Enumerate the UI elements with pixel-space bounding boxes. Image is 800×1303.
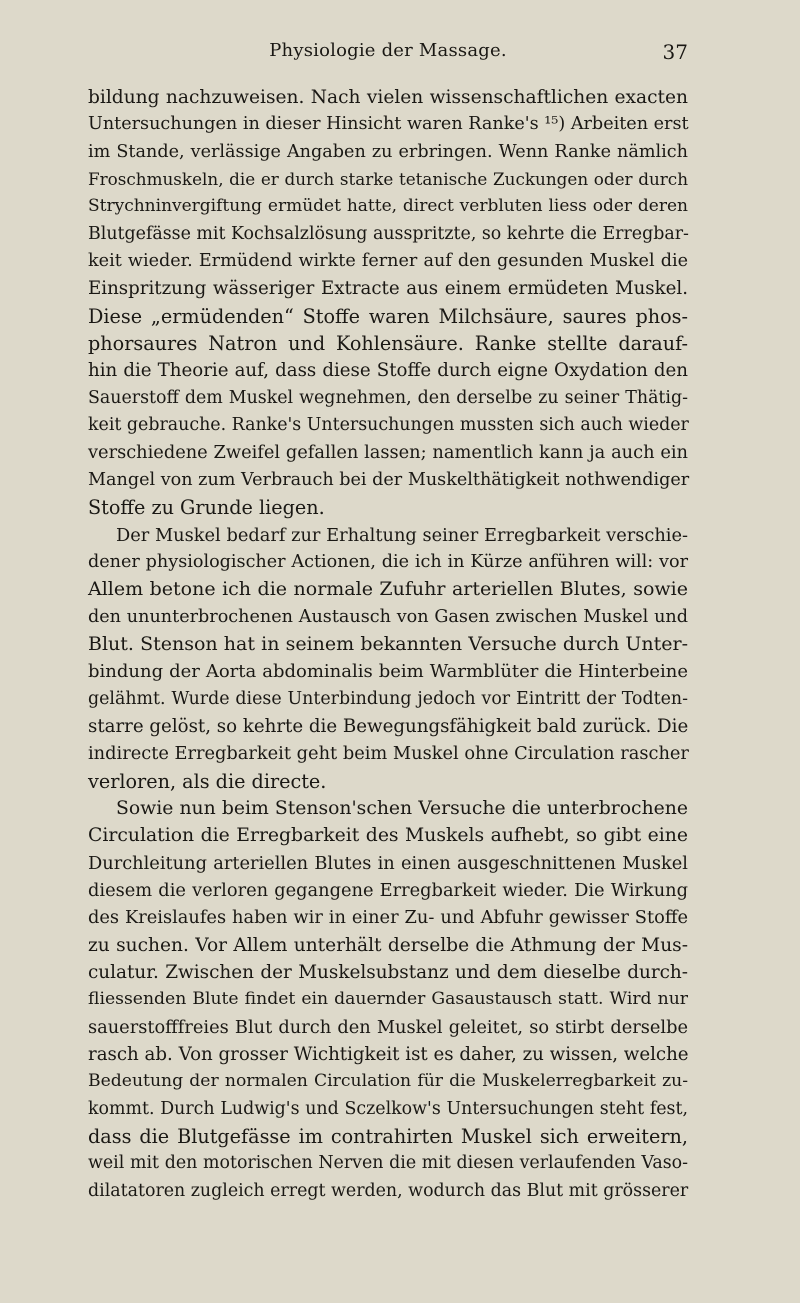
text-line: verloren, als die directe. — [88, 769, 327, 793]
paragraph-start: Der Muskel bedarf zur Erhaltung seiner Erregbarkeit verschie- — [116, 524, 688, 546]
page-number: 37 — [662, 40, 688, 64]
text-line: zu suchen. Vor Allem unterhält derselbe die Athmung der Mus- — [88, 934, 688, 956]
text-line: Sauerstoff dem Muskel wegnehmen, den derselbe zu seiner Thätig- — [88, 387, 688, 408]
text-line: Blutgefässe mit Kochsalzlösung ausspritzte, so kehrte die Erregbar- — [88, 223, 689, 244]
text-line: Durchleitung arteriellen Blutes in einen ausgeschnittenen Muskel — [88, 852, 688, 874]
text-line: keit gebrauche. Ranke's Untersuchungen mussten sich auch wieder — [88, 415, 689, 436]
text-line: keit wieder. Ermüdend wirkte ferner auf den gesunden Muskel die — [88, 251, 688, 272]
text-line: des Kreislaufes haben wir in einer Zu- und Abfuhr gewisser Stoffe — [88, 907, 688, 929]
text-line: Allem betone ich die normale Zufuhr arteriellen Blutes, sowie — [88, 578, 688, 601]
paragraph-start: Sowie nun beim Stenson'schen Versuche die unterbrochene — [116, 797, 688, 819]
text-line: Blut. Stenson hat in seinem bekannten Versuche durch Unter- — [88, 632, 688, 655]
text-line: Untersuchungen in dieser Hinsicht waren Ranke's ¹⁵) Arbeiten erst — [88, 114, 689, 135]
text-line: Circulation die Erregbarkeit des Muskels aufhebt, so gibt eine — [88, 825, 688, 847]
text-line: bildung nachzuweisen. Nach vielen wissenschaftlichen exacten — [88, 87, 688, 108]
text-line: Diese „ermüdenden“ Stoffe waren Milchsäure, saures phos- — [88, 304, 688, 328]
text-line: Mangel von zum Verbrauch bei der Muskelthätigkeit nothwendiger — [88, 469, 690, 490]
text-line: hin die Theorie auf, dass diese Stoffe durch eigne Oxydation den — [88, 360, 688, 382]
text-line: diesem die verloren gegangene Erregbarkeit wieder. Die Wirkung — [88, 879, 688, 901]
text-line: bindung der Aorta abdominalis beim Warmblüter die Hinterbeine — [88, 661, 688, 683]
text-line: Einspritzung wässeriger Extracte aus einem ermüdeten Muskel. — [88, 278, 688, 300]
text-line: indirecte Erregbarkeit geht beim Muskel ohne Circulation rascher — [88, 743, 689, 765]
text-line: fliessenden Blute findet ein dauernder Gasaustausch statt. Wird nur — [88, 989, 688, 1010]
text-line: kommt. Durch Ludwig's und Sczelkow's Untersuchungen steht fest, — [88, 1098, 688, 1119]
text-line: Stoffe zu Grunde liegen. — [88, 496, 325, 520]
text-line: dass die Blutgefässe im contrahirten Muskel sich erweitern, — [88, 1125, 688, 1149]
text-line: Strychninvergiftung ermüdet hatte, direct verbluten liess oder deren — [88, 196, 688, 217]
text-line: starre gelöst, so kehrte die Bewegungsfähigkeit bald zurück. Die — [88, 715, 689, 737]
text-line: weil mit den motorischen Nerven die mit diesen verlaufenden Vaso- — [88, 1153, 688, 1174]
text-line: dener physiologischer Actionen, die ich in Kürze anführen will: vor — [88, 551, 688, 572]
text-line: rasch ab. Von grosser Wichtigkeit ist es daher, zu wissen, welche — [88, 1044, 689, 1066]
text-line: im Stande, verlässige Angaben zu erbringen. Wenn Ranke nämlich — [88, 141, 688, 162]
text-line: verschiedene Zweifel gefallen lassen; namentlich kann ja auch ein — [88, 442, 688, 464]
text-line: dilatatoren zugleich erregt werden, wodurch das Blut mit grösserer — [88, 1180, 689, 1201]
text-line: sauerstofffreies Blut durch den Muskel geleitet, so stirbt derselbe — [88, 1016, 688, 1038]
text-line: Bedeutung der normalen Circulation für die Muskelerregbarkeit zu- — [88, 1071, 688, 1092]
page-header — [88, 40, 688, 66]
body-text — [88, 84, 688, 1205]
text-line: culatur. Zwischen der Muskelsubstanz und dem dieselbe durch- — [88, 962, 688, 983]
text-line: Froschmuskeln, die er durch starke tetanische Zuckungen oder durch — [88, 169, 688, 190]
text-line: den ununterbrochenen Austausch von Gasen zwischen Muskel und — [88, 606, 688, 627]
text-line: phorsaures Natron und Kohlensäure. Ranke stellte darauf- — [88, 332, 688, 356]
running-title: Physiologie der Massage. — [269, 40, 507, 61]
text-line: gelähmt. Wurde diese Unterbindung jedoch vor Eintritt der Todten- — [88, 688, 688, 709]
